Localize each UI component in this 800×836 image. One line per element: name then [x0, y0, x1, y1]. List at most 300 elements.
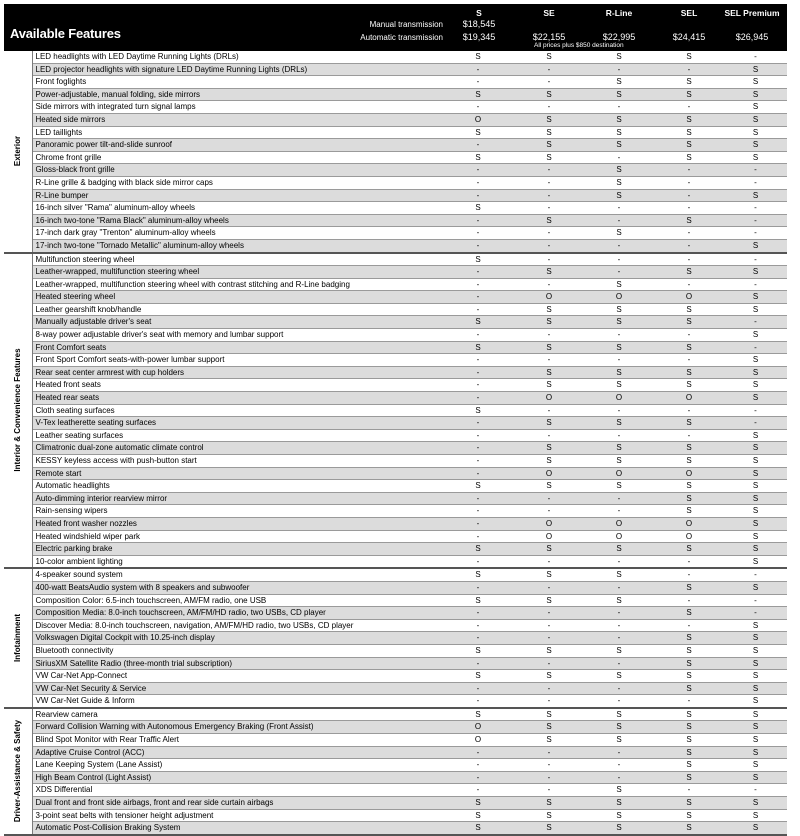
availability-sel-premium: S	[724, 442, 787, 455]
availability-sel-premium: S	[724, 239, 787, 252]
availability-sel: -	[654, 164, 724, 177]
availability-s: -	[442, 291, 514, 304]
availability-sel: S	[654, 316, 724, 329]
availability-s: -	[442, 492, 514, 505]
availability-se: -	[514, 253, 584, 266]
availability-sel-premium: S	[724, 543, 787, 556]
table-row	[4, 568, 787, 581]
table-row	[4, 316, 787, 329]
section-label-cell	[4, 51, 32, 253]
availability-rline: S	[584, 366, 654, 379]
availability-s: -	[442, 682, 514, 695]
table-row	[4, 543, 787, 556]
availability-s: S	[442, 316, 514, 329]
availability-sel-premium: S	[724, 746, 787, 759]
availability-se: S	[514, 151, 584, 164]
availability-s: -	[442, 392, 514, 405]
price-note: All prices plus $850 destination	[534, 42, 624, 49]
table-row	[4, 341, 787, 354]
availability-se: -	[514, 202, 584, 215]
availability-sel-premium: S	[724, 632, 787, 645]
feature-name: Bluetooth connectivity	[32, 644, 442, 657]
feature-name: Leather seating surfaces	[32, 429, 442, 442]
availability-se: -	[514, 176, 584, 189]
table-row	[4, 619, 787, 632]
availability-se: -	[514, 404, 584, 417]
table-row	[4, 759, 787, 772]
availability-sel: S	[654, 682, 724, 695]
trim-name-sel-premium: SEL Premium	[724, 8, 780, 18]
table-row	[4, 455, 787, 468]
availability-se: S	[514, 734, 584, 747]
table-row	[4, 682, 787, 695]
availability-se: S	[514, 316, 584, 329]
availability-rline: S	[584, 417, 654, 430]
availability-s: -	[442, 227, 514, 240]
availability-rline: S	[584, 734, 654, 747]
availability-sel: S	[654, 266, 724, 279]
availability-s: -	[442, 455, 514, 468]
availability-s: O	[442, 734, 514, 747]
availability-sel: S	[654, 632, 724, 645]
availability-s: -	[442, 695, 514, 708]
availability-rline: -	[584, 239, 654, 252]
availability-rline: O	[584, 517, 654, 530]
availability-se: -	[514, 632, 584, 645]
availability-sel: -	[654, 404, 724, 417]
feature-name: VW Car-Net Guide & Inform	[32, 695, 442, 708]
section-label-cell	[4, 568, 32, 708]
availability-s: S	[442, 51, 514, 63]
availability-sel: S	[654, 708, 724, 721]
availability-rline: -	[584, 505, 654, 518]
availability-s: -	[442, 467, 514, 480]
availability-se: -	[514, 189, 584, 202]
availability-s: -	[442, 266, 514, 279]
feature-name: KESSY keyless access with push-button start	[32, 455, 442, 468]
table-row	[4, 644, 787, 657]
table-row	[4, 429, 787, 442]
availability-s: -	[442, 517, 514, 530]
feature-name: Rearview camera	[32, 708, 442, 721]
trim-name-s: S	[476, 8, 482, 18]
feature-name: Power-adjustable, manual folding, side mirrors	[32, 88, 442, 101]
table-row	[4, 517, 787, 530]
trim-name-rline: R-Line	[605, 8, 633, 18]
availability-rline: S	[584, 227, 654, 240]
trim-price-auto-sel-premium: $26,945	[735, 32, 769, 42]
availability-rline: -	[584, 329, 654, 342]
availability-sel-premium: -	[724, 594, 787, 607]
features-table	[4, 51, 787, 836]
table-row	[4, 708, 787, 721]
feature-name: Electric parking brake	[32, 543, 442, 556]
availability-se: S	[514, 341, 584, 354]
availability-sel-premium: S	[724, 657, 787, 670]
feature-name: Multifunction steering wheel	[32, 253, 442, 266]
availability-se: O	[514, 517, 584, 530]
availability-sel: S	[654, 51, 724, 63]
feature-name: Remote start	[32, 467, 442, 480]
availability-s: S	[442, 543, 514, 556]
availability-s: -	[442, 607, 514, 620]
feature-name: R-Line bumper	[32, 189, 442, 202]
availability-se: -	[514, 784, 584, 797]
availability-rline: -	[584, 266, 654, 279]
availability-sel-premium: -	[724, 341, 787, 354]
table-row	[4, 379, 787, 392]
availability-rline: -	[584, 101, 654, 114]
availability-sel: -	[654, 784, 724, 797]
availability-se: S	[514, 594, 584, 607]
table-row	[4, 151, 787, 164]
availability-sel: -	[654, 568, 724, 581]
availability-sel: O	[654, 517, 724, 530]
availability-sel: S	[654, 417, 724, 430]
availability-s: -	[442, 76, 514, 89]
table-row	[4, 632, 787, 645]
page-title: Available Features	[10, 26, 121, 41]
availability-rline: S	[584, 784, 654, 797]
availability-sel: -	[654, 189, 724, 202]
section-label: Exterior	[12, 136, 22, 167]
table-row	[4, 291, 787, 304]
availability-se: O	[514, 392, 584, 405]
availability-s: S	[442, 253, 514, 266]
availability-sel: S	[654, 379, 724, 392]
availability-sel: -	[654, 429, 724, 442]
availability-sel: -	[654, 176, 724, 189]
availability-s: -	[442, 366, 514, 379]
availability-s: -	[442, 189, 514, 202]
availability-sel: S	[654, 809, 724, 822]
availability-s: -	[442, 442, 514, 455]
feature-name: Dual front and front side airbags, front and rear side curtain airbags	[32, 797, 442, 810]
availability-rline: S	[584, 88, 654, 101]
availability-sel: S	[654, 797, 724, 810]
feature-name: Manually adjustable driver's seat	[32, 316, 442, 329]
availability-se: S	[514, 822, 584, 835]
table-row	[4, 189, 787, 202]
availability-rline: -	[584, 214, 654, 227]
availability-se: -	[514, 607, 584, 620]
feature-name: VW Car-Net App-Connect	[32, 670, 442, 683]
features-table-body	[4, 51, 787, 835]
availability-sel-premium: S	[724, 88, 787, 101]
availability-sel-premium: S	[724, 480, 787, 493]
availability-sel-premium: S	[724, 151, 787, 164]
availability-sel-premium: S	[724, 505, 787, 518]
availability-se: S	[514, 455, 584, 468]
availability-sel-premium: S	[724, 303, 787, 316]
availability-sel-premium: -	[724, 607, 787, 620]
trim-price-manual-s: $18,545	[462, 19, 496, 29]
feature-name: 17-inch dark gray "Trenton" aluminum-alloy wheels	[32, 227, 442, 240]
availability-rline: S	[584, 126, 654, 139]
availability-sel-premium: S	[724, 366, 787, 379]
availability-sel-premium: S	[724, 555, 787, 568]
availability-sel-premium: S	[724, 695, 787, 708]
availability-s: -	[442, 176, 514, 189]
availability-sel: S	[654, 442, 724, 455]
table-row	[4, 607, 787, 620]
feature-name: Front foglights	[32, 76, 442, 89]
availability-sel: S	[654, 746, 724, 759]
availability-s: -	[442, 429, 514, 442]
feature-name: Heated front seats	[32, 379, 442, 392]
availability-sel: S	[654, 543, 724, 556]
availability-s: S	[442, 151, 514, 164]
table-row	[4, 530, 787, 543]
feature-name: Auto-dimming interior rearview mirror	[32, 492, 442, 505]
availability-sel-premium: S	[724, 530, 787, 543]
table-row	[4, 392, 787, 405]
availability-sel-premium: S	[724, 126, 787, 139]
trim-price-auto-rline: $22,995	[602, 32, 636, 42]
availability-s: -	[442, 759, 514, 772]
table-row	[4, 202, 787, 215]
availability-rline: S	[584, 113, 654, 126]
availability-sel-premium: S	[724, 708, 787, 721]
availability-sel-premium: S	[724, 291, 787, 304]
table-row	[4, 695, 787, 708]
availability-s: -	[442, 354, 514, 367]
availability-sel-premium: -	[724, 404, 787, 417]
feature-name: Leather-wrapped, multifunction steering wheel	[32, 266, 442, 279]
availability-se: S	[514, 113, 584, 126]
availability-sel-premium: S	[724, 581, 787, 594]
availability-s: -	[442, 303, 514, 316]
availability-sel-premium: -	[724, 176, 787, 189]
feature-name: Automatic headlights	[32, 480, 442, 493]
feature-name: Rear seat center armrest with cup holders	[32, 366, 442, 379]
availability-rline: S	[584, 721, 654, 734]
availability-se: -	[514, 771, 584, 784]
availability-se: -	[514, 164, 584, 177]
availability-sel-premium: S	[724, 101, 787, 114]
availability-se: O	[514, 291, 584, 304]
availability-sel-premium: S	[724, 113, 787, 126]
availability-sel-premium: S	[724, 467, 787, 480]
table-row	[4, 670, 787, 683]
availability-sel-premium: -	[724, 214, 787, 227]
table-row	[4, 126, 787, 139]
availability-sel-premium: S	[724, 822, 787, 835]
availability-sel-premium: S	[724, 759, 787, 772]
availability-sel-premium: S	[724, 734, 787, 747]
availability-sel-premium: S	[724, 492, 787, 505]
availability-sel: -	[654, 555, 724, 568]
availability-se: O	[514, 530, 584, 543]
trim-price-auto-se: $22,155	[532, 32, 566, 42]
table-row	[4, 581, 787, 594]
availability-se: S	[514, 721, 584, 734]
table-row	[4, 101, 787, 114]
availability-rline: -	[584, 555, 654, 568]
availability-sel: S	[654, 139, 724, 152]
availability-sel-premium: S	[724, 517, 787, 530]
table-row	[4, 404, 787, 417]
trim-name-sel: SEL	[680, 8, 698, 18]
availability-s: -	[442, 379, 514, 392]
table-row	[4, 51, 787, 63]
availability-sel: O	[654, 291, 724, 304]
feature-name: Discover Media: 8.0-inch touchscreen, navigation, AM/FM/HD radio, two USBs, CD player	[32, 619, 442, 632]
availability-rline: -	[584, 746, 654, 759]
trim-name-se: SE	[543, 8, 555, 18]
section-label-cell	[4, 708, 32, 835]
feature-name: 3-point seat belts with tensioner height adjustment	[32, 809, 442, 822]
availability-sel-premium: -	[724, 253, 787, 266]
feature-name: Heated rear seats	[32, 392, 442, 405]
availability-s: -	[442, 164, 514, 177]
availability-sel-premium: S	[724, 771, 787, 784]
feature-name: Forward Collision Warning with Autonomous Emergency Braking (Front Assist)	[32, 721, 442, 734]
availability-rline: S	[584, 809, 654, 822]
availability-sel-premium: S	[724, 189, 787, 202]
availability-sel-premium: S	[724, 455, 787, 468]
availability-rline: S	[584, 708, 654, 721]
feature-name: Composition Color: 6.5-inch touchscreen, AM/FM radio, one USB	[32, 594, 442, 607]
availability-sel: S	[654, 505, 724, 518]
table-row	[4, 809, 787, 822]
availability-sel: O	[654, 530, 724, 543]
availability-s: S	[442, 568, 514, 581]
availability-se: S	[514, 442, 584, 455]
feature-name: Cloth seating surfaces	[32, 404, 442, 417]
availability-sel: S	[654, 126, 724, 139]
availability-se: O	[514, 467, 584, 480]
table-row	[4, 480, 787, 493]
availability-s: S	[442, 202, 514, 215]
availability-se: S	[514, 480, 584, 493]
availability-s: -	[442, 329, 514, 342]
availability-sel-premium: S	[724, 139, 787, 152]
section-label: Infotainment	[12, 614, 22, 663]
availability-s: -	[442, 278, 514, 291]
feature-name: Blind Spot Monitor with Rear Traffic Alert	[32, 734, 442, 747]
availability-rline: -	[584, 492, 654, 505]
feature-name: Heated windshield wiper park	[32, 530, 442, 543]
availability-s: S	[442, 341, 514, 354]
table-row	[4, 176, 787, 189]
feature-name: Panoramic power tilt-and-slide sunroof	[32, 139, 442, 152]
availability-sel: S	[654, 492, 724, 505]
table-row	[4, 784, 787, 797]
table-row	[4, 442, 787, 455]
availability-sel-premium: -	[724, 51, 787, 63]
availability-rline: -	[584, 581, 654, 594]
availability-sel: S	[654, 88, 724, 101]
availability-sel: -	[654, 354, 724, 367]
feature-name: Rain-sensing wipers	[32, 505, 442, 518]
table-row	[4, 329, 787, 342]
availability-s: S	[442, 644, 514, 657]
feature-name: 10-color ambient lighting	[32, 555, 442, 568]
availability-se: S	[514, 568, 584, 581]
availability-s: -	[442, 530, 514, 543]
availability-rline: -	[584, 759, 654, 772]
availability-rline: -	[584, 404, 654, 417]
availability-sel-premium: S	[724, 721, 787, 734]
availability-s: -	[442, 63, 514, 76]
availability-s: S	[442, 88, 514, 101]
availability-rline: -	[584, 695, 654, 708]
feature-name: Volkswagen Digital Cockpit with 10.25-inch display	[32, 632, 442, 645]
feature-name: LED projector headlights with signature LED Daytime Running Lights (DRLs)	[32, 63, 442, 76]
availability-se: -	[514, 682, 584, 695]
feature-name: Automatic Post-Collision Braking System	[32, 822, 442, 835]
availability-sel: O	[654, 392, 724, 405]
table-row	[4, 417, 787, 430]
feature-name: XDS Differential	[32, 784, 442, 797]
availability-se: S	[514, 366, 584, 379]
table-row	[4, 771, 787, 784]
availability-rline: S	[584, 442, 654, 455]
availability-rline: S	[584, 797, 654, 810]
feature-name: 400-watt BeatsAudio system with 8 speakers and subwoofer	[32, 581, 442, 594]
availability-sel: -	[654, 695, 724, 708]
feature-name: V-Tex leatherette seating surfaces	[32, 417, 442, 430]
availability-se: S	[514, 88, 584, 101]
availability-sel: S	[654, 657, 724, 670]
availability-sel: -	[654, 227, 724, 240]
table-row	[4, 721, 787, 734]
availability-s: -	[442, 101, 514, 114]
availability-rline: S	[584, 341, 654, 354]
availability-sel: S	[654, 721, 724, 734]
availability-sel: -	[654, 619, 724, 632]
availability-sel: -	[654, 202, 724, 215]
availability-se: S	[514, 543, 584, 556]
availability-sel-premium: -	[724, 417, 787, 430]
availability-sel: S	[654, 303, 724, 316]
feature-name: Side mirrors with integrated turn signal lamps	[32, 101, 442, 114]
feature-name: Composition Media: 8.0-inch touchscreen, AM/FM/HD radio, two USBs, CD player	[32, 607, 442, 620]
feature-name: Adaptive Cruise Control (ACC)	[32, 746, 442, 759]
automatic-transmission-label: Automatic transmission	[360, 33, 443, 42]
availability-s: -	[442, 505, 514, 518]
availability-sel-premium: S	[724, 809, 787, 822]
availability-sel: O	[654, 467, 724, 480]
availability-se: S	[514, 51, 584, 63]
feature-name: Front Comfort seats	[32, 341, 442, 354]
availability-rline: -	[584, 632, 654, 645]
table-row	[4, 555, 787, 568]
availability-se: S	[514, 266, 584, 279]
features-sheet	[4, 4, 787, 836]
availability-rline: S	[584, 543, 654, 556]
availability-sel-premium: -	[724, 278, 787, 291]
table-row	[4, 303, 787, 316]
availability-sel: S	[654, 607, 724, 620]
feature-name: 16-inch silver "Rama" aluminum-alloy wheels	[32, 202, 442, 215]
availability-s: -	[442, 139, 514, 152]
table-row	[4, 657, 787, 670]
availability-sel: S	[654, 759, 724, 772]
availability-s: S	[442, 404, 514, 417]
availability-rline: S	[584, 139, 654, 152]
availability-s: -	[442, 746, 514, 759]
availability-sel: S	[654, 670, 724, 683]
availability-se: -	[514, 657, 584, 670]
feature-name: Heated front washer nozzles	[32, 517, 442, 530]
availability-sel-premium: S	[724, 354, 787, 367]
availability-se: S	[514, 809, 584, 822]
feature-name: 17-inch two-tone "Tornado Metallic" aluminum-alloy wheels	[32, 239, 442, 252]
availability-rline: S	[584, 51, 654, 63]
availability-se: -	[514, 329, 584, 342]
